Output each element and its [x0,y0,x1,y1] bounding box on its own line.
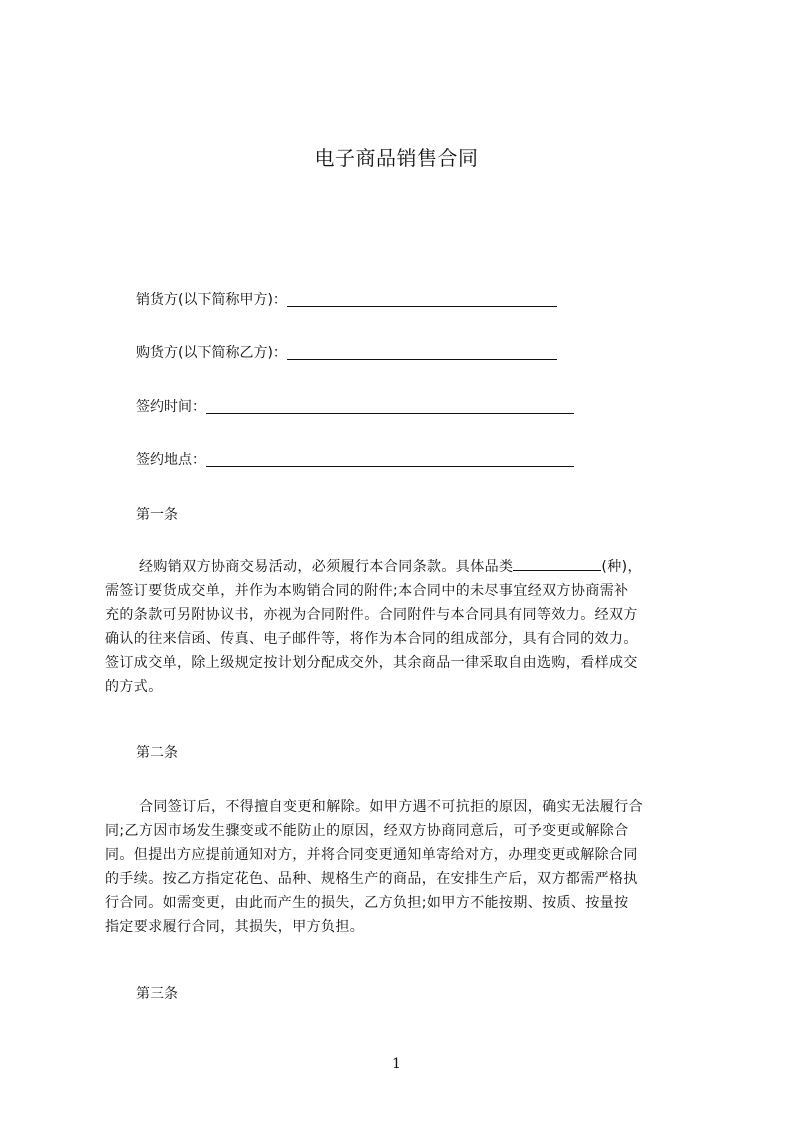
document-title: 电子商品销售合同 [314,146,479,170]
article-2-heading: 第二条 [136,745,178,761]
article-2-line-5: 行合同。如需变更，由此而产生的损失，乙方负担;如甲方不能按期、按质、按量按 [105,895,629,911]
buyer-blank-line [287,359,557,360]
sign-place-label: 签约地点： [136,452,206,468]
category-blank-line [513,556,601,571]
sign-date-field [136,397,574,417]
article-1-line-6: 的方式。 [105,679,163,695]
seller-blank-line [287,306,557,307]
article-2-paragraph [105,795,699,939]
sign-date-label: 签约时间： [136,399,206,415]
seller-field [136,290,557,310]
article-3-heading: 第三条 [136,986,178,1002]
article-2-line-6: 指定要求履行合同，其损失，甲方负担。 [105,919,365,935]
article-1-line-5: 签订成交单，除上级规定按计划分配成交外，其余商品一律采取自由选购，看样成交 [105,655,638,671]
article-1-paragraph [105,555,699,699]
article-1-line-2: 需签订要货成交单，并作为本购销合同的附件;本合同中的未尽事宜经双方协商需补 [105,583,629,599]
buyer-label: 购货方(以下简称乙方)： [136,345,287,361]
article-1-line-1: 经购销双方协商交易活动，必须履行本合同条款。具体品类 (种)， [105,555,699,579]
sign-date-blank-line [206,413,574,414]
article-1-line-3: 充的条款可另附协议书，亦视为合同附件。合同附件与本合同具有同等效力。经双方 [105,607,638,623]
article-1-heading: 第一条 [136,507,178,523]
sign-place-blank-line [206,466,574,467]
article-2-line-2: 同;乙方因市场发生骤变或不能防止的原因，经双方协商同意后，可予变更或解除合 [105,823,629,839]
article-2-line-1: 合同签订后，不得擅自变更和解除。如甲方遇不可抗拒的原因，确实无法履行合 [139,799,643,815]
page-number: 1 [392,1056,401,1072]
article-2-line-4: 的手续。按乙方指定花色、品种、规格生产的商品，在安排生产后，双方都需严格执 [105,871,638,887]
seller-label: 销货方(以下简称甲方)： [136,292,287,308]
sign-place-field [136,450,574,470]
buyer-field [136,343,557,363]
article-1-line-4: 确认的往来信函、传真、电子邮件等，将作为本合同的组成部分，具有合同的效力。 [105,631,638,647]
article-2-line-3: 同。但提出方应提前通知对方，并将合同变更通知单寄给对方，办理变更或解除合同 [105,847,638,863]
